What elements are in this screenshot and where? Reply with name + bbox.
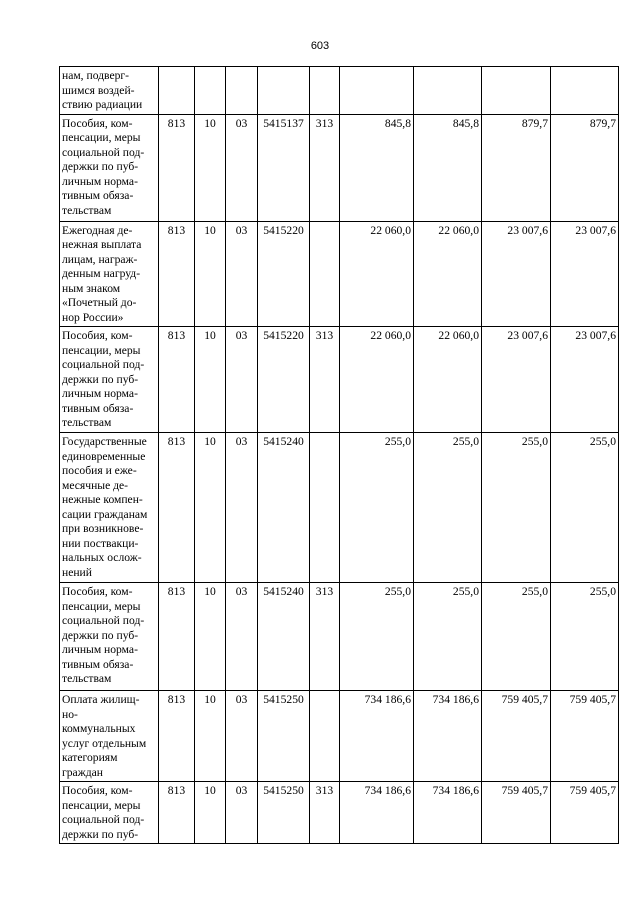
item-name-line: нор России»: [62, 310, 124, 324]
subsection-code-cell: [226, 67, 258, 115]
item-name-line: Пособия, ком-: [62, 585, 133, 598]
item-name-line: денным нагруд-: [62, 267, 141, 280]
item-name-line: личным норма-: [62, 387, 138, 400]
article-code-cell: [258, 67, 310, 115]
item-name-line: но-: [62, 707, 78, 721]
amount-cell-2: 255,0: [414, 433, 482, 583]
item-name-line: тивным обяза-: [62, 401, 134, 415]
item-name-line: держки по пуб-: [62, 827, 139, 841]
section-code-cell: [195, 67, 226, 115]
item-name-line: нежная выплата: [62, 238, 142, 251]
subsection-code-cell: 03: [226, 327, 258, 433]
table-row: [60, 67, 619, 115]
amount-cell-2: 22 060,0: [414, 327, 482, 433]
item-name-line: граждан: [62, 765, 103, 779]
item-name-line: пенсации, меры: [62, 131, 141, 144]
amount-cell-4: 759 405,7: [551, 782, 619, 844]
item-name-line: личным норма-: [62, 174, 138, 188]
item-name-line: нам, подверг-: [62, 69, 130, 82]
item-name-line: лицам, награж-: [62, 252, 138, 266]
item-name-line: пенсации, меры: [62, 599, 141, 613]
ministry-code-cell: 813: [159, 691, 195, 782]
item-name-line: ствию радиации: [62, 98, 143, 111]
amount-cell-2: 255,0: [414, 583, 482, 691]
amount-cell-3: 255,0: [482, 433, 551, 583]
ministry-code-cell: 813: [159, 433, 195, 583]
table-row: [60, 433, 619, 583]
subsection-code-cell: 03: [226, 433, 258, 583]
amount-cell-1: 734 186,6: [340, 782, 414, 844]
ministry-code-cell: [159, 67, 195, 115]
section-code-cell: 10: [195, 433, 226, 583]
article-code-cell: 5415250: [258, 691, 310, 782]
table-row: [60, 583, 619, 691]
ministry-code-cell: 813: [159, 221, 195, 327]
item-name-cell: [60, 114, 159, 221]
amount-cell-4: [551, 67, 619, 115]
amount-cell-4: 255,0: [551, 583, 619, 691]
item-name-line: единовременные: [62, 449, 146, 463]
item-name-line: тивным обяза-: [62, 657, 134, 671]
section-code-cell: 10: [195, 114, 226, 221]
subsection-code-cell: 03: [226, 221, 258, 327]
article-code-cell: 5415220: [258, 221, 310, 327]
amount-cell-3: 759 405,7: [482, 782, 551, 844]
expense-type-cell: 313: [310, 583, 340, 691]
item-name-line: нальных ослож-: [62, 551, 142, 564]
item-name-cell: [60, 221, 159, 327]
expense-type-cell: [310, 691, 340, 782]
expense-type-cell: 313: [310, 114, 340, 221]
item-name-cell: [60, 782, 159, 844]
table-row: [60, 691, 619, 782]
amount-cell-2: [414, 67, 482, 115]
amount-cell-3: 23 007,6: [482, 221, 551, 327]
table-row: [60, 782, 619, 844]
amount-cell-1: [340, 67, 414, 115]
item-name-line: шимся воздей-: [62, 83, 135, 97]
item-name-line: социальной под-: [62, 614, 145, 627]
item-name-line: держки по пуб-: [62, 160, 139, 173]
amount-cell-1: 845,8: [340, 114, 414, 221]
page-number: 603: [310, 40, 330, 52]
subsection-code-cell: 03: [226, 114, 258, 221]
table-row: [60, 114, 619, 221]
amount-cell-4: 879,7: [551, 114, 619, 221]
item-name-line: коммунальных: [62, 722, 136, 735]
ministry-code-cell: 813: [159, 327, 195, 433]
item-name-line: пенсации, меры: [62, 343, 141, 357]
item-name-line: держки по пуб-: [62, 628, 139, 642]
budget-table-body: [60, 67, 619, 844]
budget-table: [59, 66, 619, 844]
article-code-cell: 5415240: [258, 433, 310, 583]
article-code-cell: 5415240: [258, 583, 310, 691]
item-name-line: «Почетный до-: [62, 296, 137, 309]
item-name-line: социальной под-: [62, 813, 145, 826]
item-name-line: социальной под-: [62, 145, 145, 159]
article-code-cell: 5415220: [258, 327, 310, 433]
item-name-cell: [60, 691, 159, 782]
item-name-line: сации гражданам: [62, 507, 148, 521]
amount-cell-3: 255,0: [482, 583, 551, 691]
item-name-line: держки по пуб-: [62, 372, 139, 386]
item-name-line: нежные компен-: [62, 493, 143, 506]
amount-cell-2: 734 186,6: [414, 691, 482, 782]
item-name-line: Государственные: [62, 435, 147, 448]
amount-cell-1: 22 060,0: [340, 327, 414, 433]
item-name-line: нений: [62, 565, 92, 579]
item-name-line: тельствам: [62, 672, 112, 685]
item-name-line: Пособия, ком-: [62, 329, 133, 342]
item-name-cell: [60, 67, 159, 115]
item-name-line: Оплата жилищ-: [62, 693, 140, 706]
amount-cell-4: 759 405,7: [551, 691, 619, 782]
amount-cell-4: 23 007,6: [551, 327, 619, 433]
amount-cell-2: 845,8: [414, 114, 482, 221]
item-name-cell: [60, 583, 159, 691]
item-name-line: пособия и еже-: [62, 464, 137, 477]
table-row: [60, 327, 619, 433]
section-code-cell: 10: [195, 782, 226, 844]
item-name-line: при возникнове-: [62, 522, 144, 535]
subsection-code-cell: 03: [226, 782, 258, 844]
item-name-line: категориям: [62, 751, 118, 764]
amount-cell-4: 23 007,6: [551, 221, 619, 327]
item-name-line: нии поствакци-: [62, 536, 139, 550]
section-code-cell: 10: [195, 583, 226, 691]
ministry-code-cell: 813: [159, 583, 195, 691]
section-code-cell: 10: [195, 691, 226, 782]
item-name-line: месячные де-: [62, 478, 129, 492]
item-name-line: ным знаком: [62, 281, 121, 295]
item-name-line: тельствам: [62, 416, 112, 429]
amount-cell-3: 759 405,7: [482, 691, 551, 782]
subsection-code-cell: 03: [226, 691, 258, 782]
item-name-line: Ежегодная де-: [62, 223, 133, 237]
section-code-cell: 10: [195, 221, 226, 327]
section-code-cell: 10: [195, 327, 226, 433]
item-name-line: тельствам: [62, 203, 112, 217]
item-name-cell: [60, 433, 159, 583]
amount-cell-3: 879,7: [482, 114, 551, 221]
article-code-cell: 5415137: [258, 114, 310, 221]
amount-cell-1: 734 186,6: [340, 691, 414, 782]
amount-cell-4: 255,0: [551, 433, 619, 583]
item-name-line: тивным обяза-: [62, 189, 134, 202]
amount-cell-1: 255,0: [340, 583, 414, 691]
subsection-code-cell: 03: [226, 583, 258, 691]
expense-type-cell: 313: [310, 782, 340, 844]
item-name-line: Пособия, ком-: [62, 784, 133, 797]
amount-cell-2: 22 060,0: [414, 221, 482, 327]
expense-type-cell: [310, 221, 340, 327]
item-name-line: личным норма-: [62, 643, 138, 656]
item-name-line: услуг отдельным: [62, 736, 147, 750]
amount-cell-1: 22 060,0: [340, 221, 414, 327]
item-name-line: Пособия, ком-: [62, 116, 133, 130]
amount-cell-3: 23 007,6: [482, 327, 551, 433]
expense-type-cell: 313: [310, 327, 340, 433]
amount-cell-3: [482, 67, 551, 115]
table-row: [60, 221, 619, 327]
expense-type-cell: [310, 67, 340, 115]
amount-cell-2: 734 186,6: [414, 782, 482, 844]
expense-type-cell: [310, 433, 340, 583]
item-name-line: пенсации, меры: [62, 798, 141, 812]
ministry-code-cell: 813: [159, 114, 195, 221]
item-name-line: социальной под-: [62, 358, 145, 371]
item-name-cell: [60, 327, 159, 433]
article-code-cell: 5415250: [258, 782, 310, 844]
ministry-code-cell: 813: [159, 782, 195, 844]
amount-cell-1: 255,0: [340, 433, 414, 583]
